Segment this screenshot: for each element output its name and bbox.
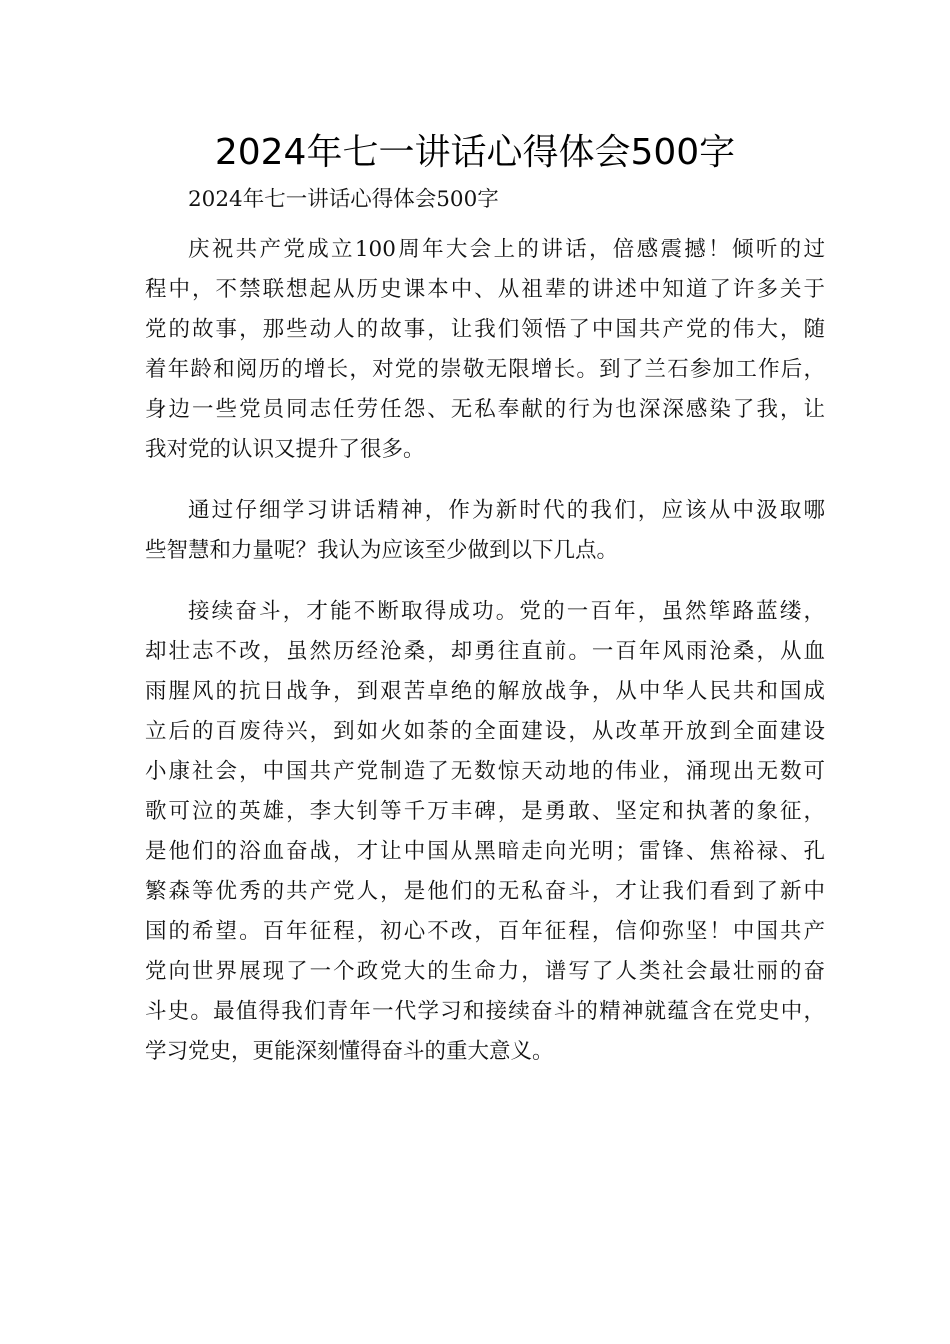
paragraph-line: 却壮志不改，虽然历经沧桑，却勇往直前。一百年风雨沧桑，从血 [145,639,825,664]
paragraph-line: 立后的百废待兴，到如火如荼的全面建设，从改革开放到全面建设 [145,719,825,744]
document-subtitle: 2024年七一讲话心得体会500字 [188,187,499,212]
paragraph-1 [145,230,825,470]
paragraph-line: 雨腥风的抗日战争，到艰苦卓绝的解放战争，从中华人民共和国成 [145,679,825,704]
paragraph-line: 是他们的浴血奋战，才让中国从黑暗走向光明；雷锋、焦裕禄、孔 [145,839,825,864]
paragraph-line: 歌可泣的英雄，李大钊等千万丰碑，是勇敢、坚定和执著的象征， [145,799,825,824]
paragraph-2 [145,491,825,571]
paragraph-line: 学习党史，更能深刻懂得奋斗的重大意义。 [145,1039,554,1064]
paragraph-line: 庆祝共产党成立100周年大会上的讲话，倍感震撼！倾听的过 [188,237,825,262]
paragraph-line: 着年龄和阅历的增长，对党的崇敬无限增长。到了兰石参加工作后， [145,357,825,382]
paragraph-line: 国的希望。百年征程，初心不改，百年征程，信仰弥坚！中国共产 [145,919,825,944]
paragraph-3 [145,592,825,1072]
document-body [145,180,825,1072]
paragraph-line: 小康社会，中国共产党制造了无数惊天动地的伟业，涌现出无数可 [145,759,825,784]
paragraph-line: 斗史。最值得我们青年一代学习和接续奋斗的精神就蕴含在党史中， [145,999,825,1024]
paragraph-line: 些智慧和力量呢？我认为应该至少做到以下几点。 [145,538,619,563]
paragraph-line: 繁森等优秀的共产党人，是他们的无私奋斗，才让我们看到了新中 [145,879,825,904]
paragraph-line: 接续奋斗，才能不断取得成功。党的一百年，虽然筚路蓝缕， [188,599,825,624]
paragraph-line: 程中，不禁联想起从历史课本中、从祖辈的讲述中知道了许多关于 [145,277,825,302]
paragraph-line: 党向世界展现了一个政党大的生命力，谱写了人类社会最壮丽的奋 [145,959,825,984]
paragraph-line: 我对党的认识又提升了很多。 [145,437,425,462]
document-title: 2024年七一讲话心得体会500字 [214,132,736,173]
paragraph-line: 党的故事，那些动人的故事，让我们领悟了中国共产党的伟大，随 [145,317,825,342]
paragraph-line: 身边一些党员同志任劳任怨、无私奉献的行为也深深感染了我，让 [145,397,825,422]
paragraph-line: 通过仔细学习讲话精神，作为新时代的我们，应该从中汲取哪 [188,498,825,523]
